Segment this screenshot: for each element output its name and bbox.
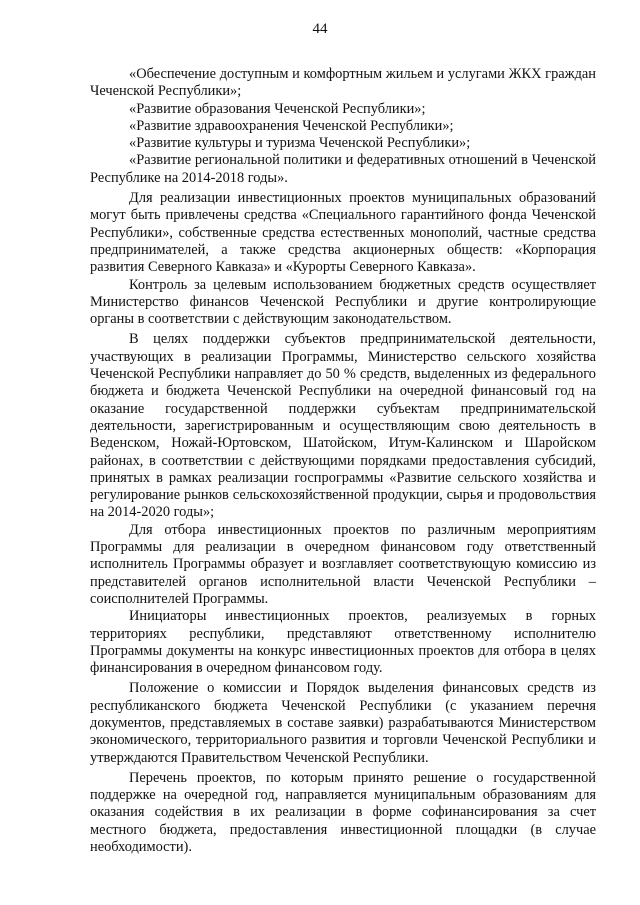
paragraph-project-list: Перечень проектов, по которым принято решение о государственной поддержке на очередной год, направляется муниципальным образованиям для оказания содействия в их реализации в форме софинансирования за счет местного бюджета, предоставления инвестиционной площадки (в случае необходимости). bbox=[90, 769, 596, 856]
paragraph-healthcare-program: «Развитие здравоохранения Чеченской Республики»; bbox=[129, 117, 454, 134]
paragraph-business-support: В целях поддержки субъектов предпринимательской деятельности, участвующих в реализации Программы, Министерство сельского хозяйства Чеченской Республики направляет до 50 % средств, выделенных из федерального бюджета и бюджета Чеченской Республики на очередной финансовый год на оказание государственной поддержки субъектам предпринимательской деятельности, зарегистрированным и осуществляющим свою деятельность в Веденском, Ножай-Юртовском, Шатойском, Итум-Калинском и Шаройском районах, в соответствии с действующими порядками предоставления субсидий, принятых в рамках реализации госпрограммы «Развитие сельского хозяйства и регулирование рынков сельскохозяйственной продукции, сырья и продовольствия на 2014-2020 годы»; bbox=[90, 331, 596, 521]
paragraph-project-initiators: Инициаторы инвестиционных проектов, реализуемых в горных территориях республики, представляют ответственному исполнителю Программы документы на конкурс инвестиционных проектов для отбора в целях финансирования в очередном финансовом году. bbox=[90, 608, 596, 677]
paragraph-education-program: «Развитие образования Чеченской Республики»; bbox=[129, 100, 426, 117]
document-body bbox=[90, 66, 596, 856]
page-number: 44 bbox=[312, 21, 328, 37]
paragraph-regional-policy-program: «Развитие региональной политики и федеративных отношений в Чеченской Республике на 2014-2018 годы». bbox=[90, 152, 596, 186]
paragraph-commission-regulation: Положение о комиссии и Порядок выделения финансовых средств из республиканского бюджета Чеченской Республики (с указанием перечня документов, представляемых в составе заявки) разрабатываются Министерством экономического, территориального развития и торговли Чеченской Республики и утверждаются Правительством Чеченской Республики. bbox=[90, 680, 596, 766]
paragraph-budget-control: Контроль за целевым использованием бюджетных средств осуществляет Министерство финансов Чеченской Республики и другие контролирующие органы в соответствии с действующим законодательством. bbox=[90, 276, 596, 328]
paragraph-housing-program: «Обеспечение доступным и комфортным жильем и услугами ЖКХ граждан Чеченской Республики»; bbox=[90, 66, 596, 100]
paragraph-project-selection: Для отбора инвестиционных проектов по различным мероприятиям Программы для реализации в очередном финансовом году ответственный исполнитель Программы образует и возглавляет соответствующую комиссию из представителей органов исполнительной власти Чеченской Республики – соисполнителей Программы. bbox=[90, 521, 596, 607]
paragraph-culture-program: «Развитие культуры и туризма Чеченской Республики»; bbox=[129, 135, 471, 152]
paragraph-investment-funding: Для реализации инвестиционных проектов муниципальных образований могут быть привлечены средства «Специального гарантийного фонда Чеченской Республики», собственные средства естественных монополий, частные средства предпринимателей, а также средства акционерных обществ: «Корпорация развития Северного Кавказа» и «Курорты Северного Кавказа». bbox=[90, 190, 596, 276]
